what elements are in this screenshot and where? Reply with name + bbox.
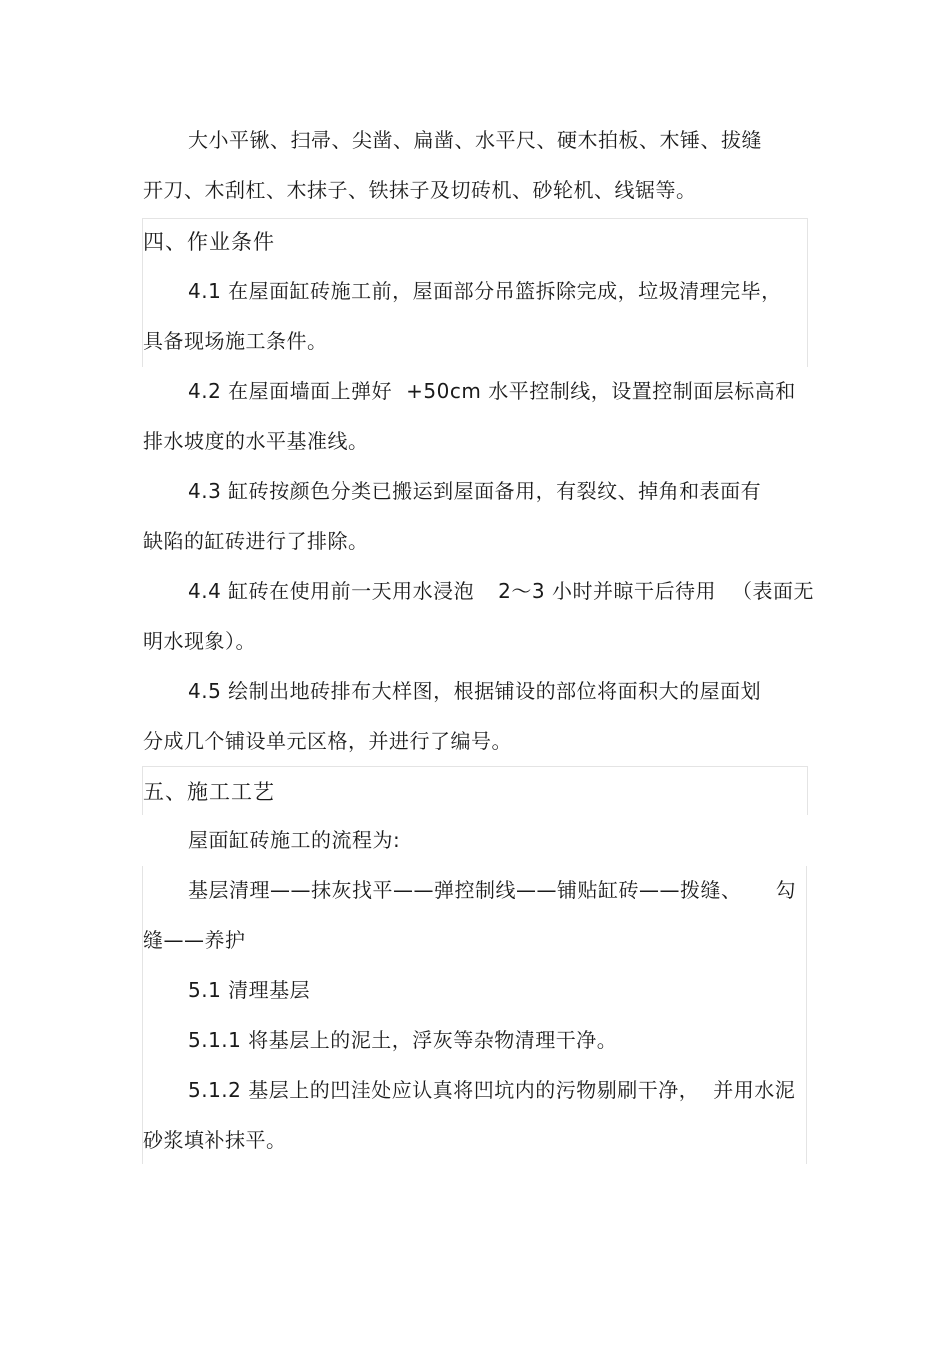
para-4-1-line-2: 具备现场施工条件。 (143, 329, 328, 353)
para-4-4-line-2: 明水现象）。 (143, 629, 256, 653)
para-4-2-part-2: +50cm 水平控制线，设置控制面层标高和 (406, 379, 796, 403)
tools-line-2: 开刀、木刮杠、木抹子、铁抹子及切砖机、砂轮机、线锯等。 (143, 178, 697, 202)
para-4-1-line-1: 4.1 在屋面缸砖施工前，屋面部分吊篮拆除完成，垃圾清理完毕， (188, 279, 782, 303)
para-5-1-2-part-2: 并用水泥 (713, 1078, 796, 1102)
para-4-4-part-1: 4.4 缸砖在使用前一天用水浸泡 (188, 579, 475, 603)
para-5-1-2-line-1 (188, 1076, 795, 1104)
section-heading-5: 五、施工工艺 (143, 780, 275, 804)
section-heading-4: 四、作业条件 (143, 230, 275, 254)
flow-part-2: 勾 (775, 878, 796, 902)
para-5-1-1: 5.1.1 将基层上的泥土，浮灰等杂物清理干净。 (188, 1028, 618, 1052)
para-4-5-line-1: 4.5 绘制出地砖排布大样图，根据铺设的部位将面积大的屋面划 (188, 679, 762, 703)
frame-vline-left (142, 866, 143, 1164)
para-5-1-2-line-2: 砂浆填补抹平。 (143, 1128, 287, 1152)
para-5-1-2-part-1: 5.1.2 基层上的凹洼处应认真将凹坑内的污物剔刷干净， (188, 1078, 700, 1102)
flow-line-1 (188, 876, 796, 904)
flow-line-2: 缝——养护 (143, 928, 246, 952)
process-intro: 屋面缸砖施工的流程为: (188, 828, 401, 852)
para-4-4-part-3: （表面无 (731, 579, 814, 603)
para-4-2-line-1 (188, 377, 796, 405)
frame-vline-right (806, 866, 807, 1164)
para-4-3-line-1: 4.3 缸砖按颜色分类已搬运到屋面备用，有裂纹、掉角和表面有 (188, 479, 762, 503)
tools-line-1: 大小平锹、扫帚、尖凿、扁凿、水平尺、硬木拍板、木锤、拔缝 (188, 128, 762, 152)
para-4-3-line-2: 缺陷的缸砖进行了排除。 (143, 529, 369, 553)
para-5-1: 5.1 清理基层 (188, 978, 311, 1002)
flow-part-1: 基层清理——抹灰找平——弹控制线——铺贴缸砖——拨缝、 (188, 878, 742, 902)
para-4-2-part-1: 4.2 在屋面墙面上弹好 (188, 379, 393, 403)
para-4-2-line-2: 排水坡度的水平基准线。 (143, 429, 369, 453)
para-4-4-line-1 (188, 577, 814, 605)
para-4-4-part-2: 2～3 小时并晾干后待用 (498, 579, 716, 603)
para-4-5-line-2: 分成几个铺设单元区格，并进行了编号。 (143, 729, 512, 753)
